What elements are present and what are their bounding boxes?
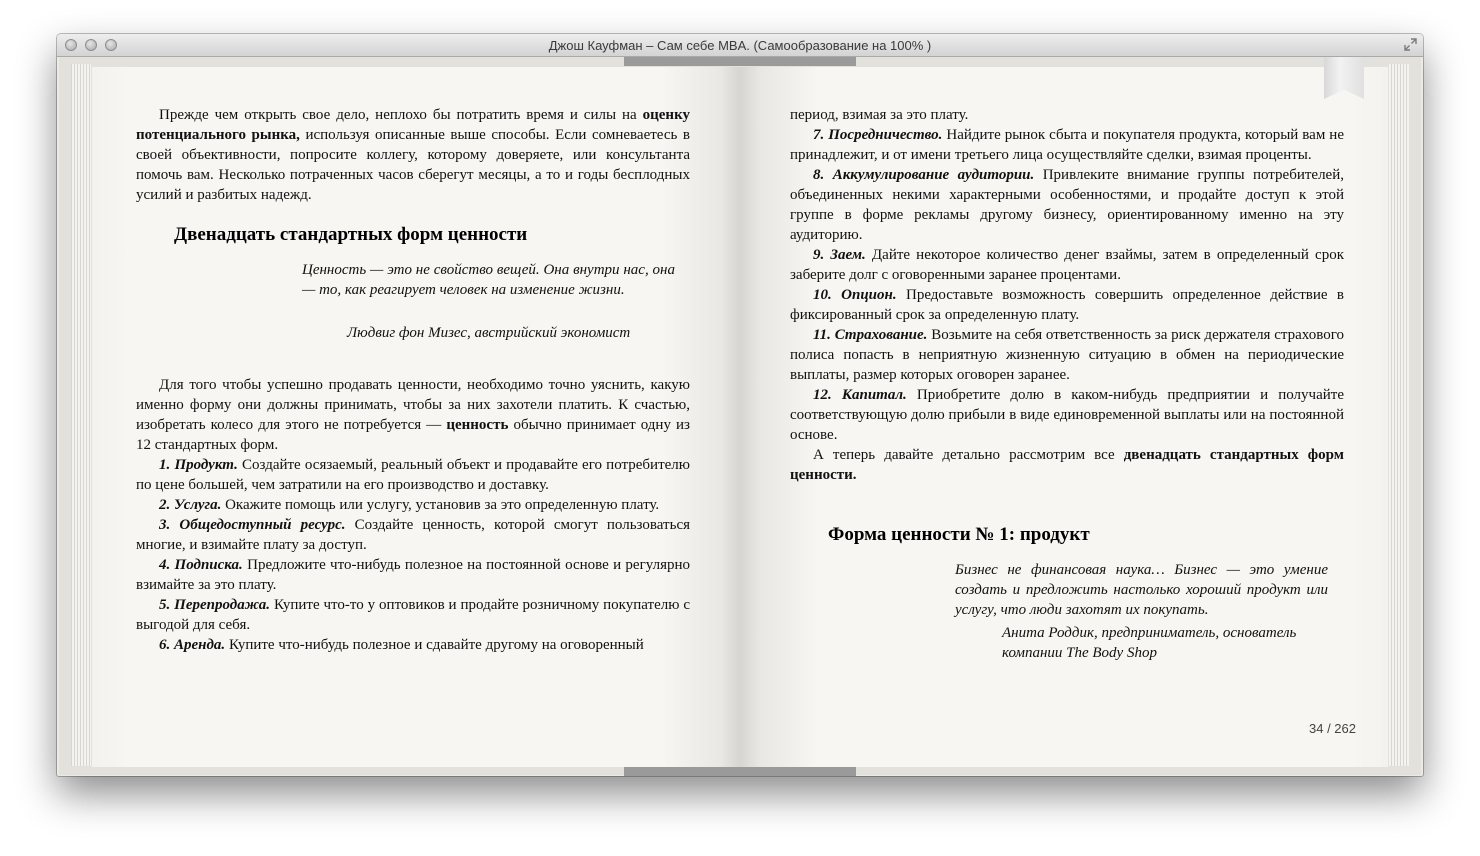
list-item: 7. Посредничество. Найдите рынок сбыта и покупателя продукта, который вам не принадлежит, и от имени третьего лица осуществляйте сделки, взимая проценты. <box>790 127 1344 163</box>
page-number: 34 / 262 <box>1309 721 1356 736</box>
list-item: 10. Опцион. Предоставьте возможность совершить определенное действие в фиксированный срок за определенную плату. <box>790 287 1345 323</box>
section-heading: Двенадцать стандартных форм ценности <box>174 224 528 245</box>
list-item: 2. Услуга. Окажите помощь или услугу, установив за это определенную плату. <box>159 497 660 513</box>
section-heading-product: Форма ценности № 1: продукт <box>828 524 1090 545</box>
epigraph-author-right: Анита Роддик, предприниматель, основатель компании The Body Shop <box>1002 625 1297 661</box>
left-page-edges <box>71 64 91 766</box>
list-item: 6. Аренда. Купите что-нибудь полезное и сдавайте другому на оговоренный <box>159 637 644 653</box>
list-item: 3. Общедоступный ресурс. Создайте ценность, которой смогут пользоваться многие, и взимайте плату за доступ. <box>136 517 691 553</box>
right-body: период, взимая за это плату. 7. Посредничество. Найдите рынок сбыта и покупателя продукта, который вам не принадлежит, и от имени третьего лица осуществляйте сделки, взимая проценты. 8. Аккумулирование аудитории. Привлеките внимание группы потребителей, объединенных некими характерными особенностями, и продайте доступ к этой группе в форме рекламы другому бизнесу, ориентированному именно на эту аудиторию. 9. Заем. Дайте некоторое количество денег взаймы, затем в определенный срок заберите долг с оговоренными заранее процентами. 10. Опцион. Предоставьте возможность совершить определенное действие в фиксированный срок за определенную плату. 11. Страхование. Возьмите на себя ответственность за риск держателя страхового полиса попасть в неприятную жизненную ситуацию в обмен на периодические выплаты, размер которых оговорен заранее. 12. Капитал. Приобретите долю в каком-нибудь предприятии и получайте соответствующую долю прибыли в виде единовременной выплаты или на постоянной основе. А теперь давайте детально рассмотрим все двенадцать стандартных форм ценности. <box>790 107 1345 483</box>
left-body: Для того чтобы успешно продавать ценности, необходимо точно уяснить, какую именно форму они должны принимать, чтобы за них захотели платить. К счастью, изобретать колесо для этого не потребуется — ценность обычно принимает одну из 12 стандартных форм. 1. Продукт. Создайте осязаемый, реальный объект и продавайте его потребителю по цене большей, чем затратили на его производство и доставку. 2. Услуга. Окажите помощь или услугу, установив за это определенную плату. 3. Общедоступный ресурс. Создайте ценность, которой смогут пользоваться многие, и взимайте плату за доступ. 4. Подписка. Предложите что-нибудь полезное на постоянной основе и регулярно взимайте за это плату. 5. Перепродажа. Купите что-то у оптовиков и продайте розничному покупателю с выгодой для себя. 6. Аренда. Купите что-нибудь полезное и сдавайте другому на оговоренный <box>136 377 691 653</box>
reader-window <box>57 34 1423 776</box>
list-item: 12. Капитал. Приобретите долю в каком-нибудь предприятии и получайте соответствующую долю прибыли в виде единовременной выплаты или на постоянной основе. <box>790 387 1344 443</box>
list-item: 9. Заем. Дайте некоторое количество денег взаймы, затем в определенный срок заберите долг с оговоренными заранее процентами. <box>790 247 1344 283</box>
epigraph-quote: Ценность — это не свойство вещей. Она внутри нас, она — то, как реагирует человек на изменение жизни. <box>302 262 675 298</box>
window-title: Джош Кауфман – Сам себе MBA. (Самообразование на 100% ) <box>548 38 932 53</box>
spine-top <box>624 57 856 66</box>
list-item: 5. Перепродажа. Купите что-то у оптовиков и продайте розничному покупателю с выгодой для себя. <box>136 597 691 633</box>
outro-paragraph: А теперь давайте детально рассмотрим все двенадцать стандартных форм ценности. <box>790 447 1344 483</box>
list-item: 4. Подписка. Предложите что-нибудь полезное на постоянной основе и регулярно взимайте за это плату. <box>136 557 690 593</box>
list-item: 1. Продукт. Создайте осязаемый, реальный объект и продавайте его потребителю по цене большей, чем затратили на его производство и доставку. <box>136 457 690 493</box>
epigraph-author: Людвиг фон Мизес, австрийский экономист <box>347 325 631 341</box>
list-item: 8. Аккумулирование аудитории. Привлеките внимание группы потребителей, объединенных некими характерными особенностями, и продайте доступ к этой группе в форме рекламы другому бизнесу, ориентированному именно на эту аудиторию. <box>790 167 1344 243</box>
title-bar <box>57 34 1423 57</box>
list-item: 11. Страхование. Возьмите на себя ответственность за риск держателя страхового полиса попасть в неприятную жизненную ситуацию в обмен на периодические выплаты, размер которых оговорен заранее. <box>790 327 1344 383</box>
fullscreen-icon[interactable] <box>1404 38 1417 51</box>
spine-bottom <box>624 767 856 776</box>
left-intro-paragraph: Прежде чем открыть свое дело, неплохо бы потратить время и силы на оценку потенциального рынка, используя описанные выше способы. Если сомневаетесь в своей объективности, попросите коллегу, которому доверяете, или консультанта помочь вам. Несколько потраченных часов сберегут месяцы, а то и годы бесплодных усилий и разбитых надежд. <box>136 107 690 203</box>
right-page-edges <box>1389 64 1409 766</box>
epigraph-quote-right: Бизнес не финансовая наука… Бизнес — это умение создать и предложить настолько хороший продукт или услугу, что люди захотят их покупать. <box>955 562 1328 618</box>
